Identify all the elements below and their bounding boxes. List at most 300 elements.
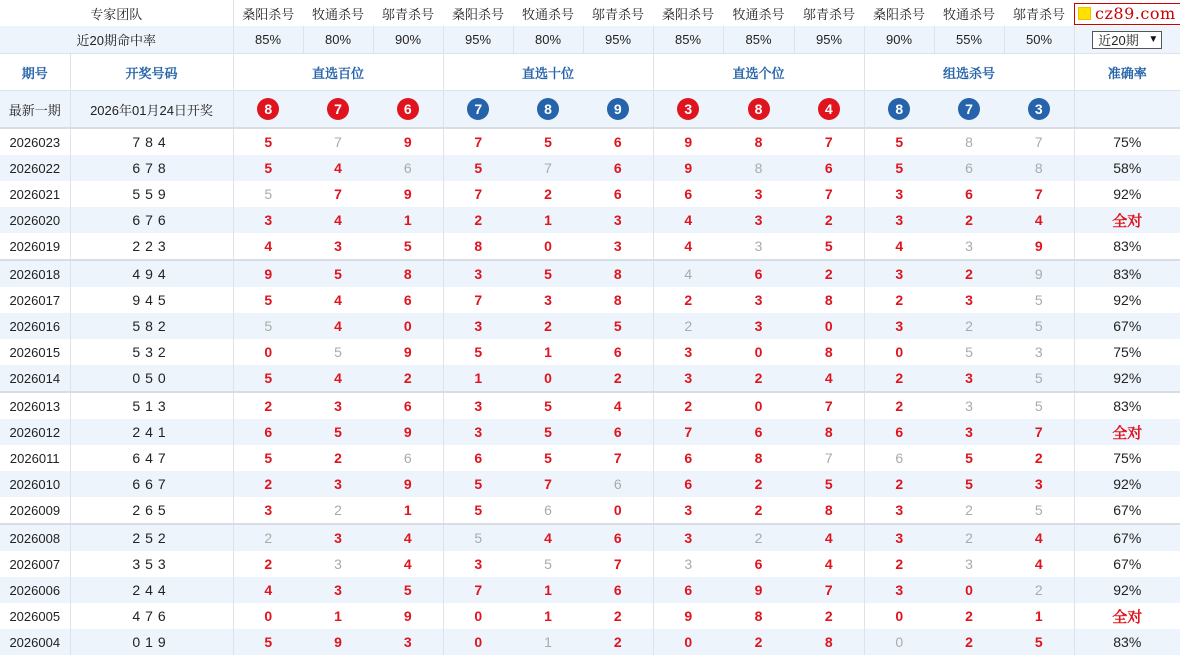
kill-number: 5 (233, 365, 303, 392)
draw-number: 532 (70, 339, 233, 365)
kill-number: 5 (233, 445, 303, 471)
period-number: 2026020 (0, 207, 70, 233)
table-row (0, 207, 1180, 233)
kill-number: 0 (794, 313, 864, 339)
kill-number: 1 (513, 629, 583, 655)
kill-number: 3 (373, 629, 443, 655)
latest-accuracy-empty (1074, 91, 1180, 129)
kill-number: 2 (653, 313, 723, 339)
hit-rate-value: 90% (373, 26, 443, 54)
kill-number: 6 (544, 502, 552, 518)
table-row (0, 392, 1180, 419)
table-row (0, 524, 1180, 551)
kill-number: 3 (233, 497, 303, 524)
draw-number: 582 (70, 313, 233, 339)
kill-number: 6 (653, 577, 723, 603)
kill-number: 3 (1034, 344, 1043, 360)
kill-number: 3 (934, 365, 1004, 392)
kill-number: 5 (864, 155, 934, 181)
kill-number: 9 (233, 260, 303, 287)
prediction-ball: 7 (467, 98, 489, 120)
kill-number: 8 (723, 155, 794, 181)
accuracy-value: 全对 (1074, 419, 1180, 445)
kill-number: 2 (864, 551, 934, 577)
kill-number: 5 (1004, 392, 1074, 419)
kill-number: 5 (443, 497, 513, 524)
hit-rate-value: 55% (934, 26, 1004, 54)
table-row (0, 128, 1180, 155)
kill-number: 2 (723, 629, 794, 655)
kill-number: 2 (513, 313, 583, 339)
kill-number: 2 (583, 629, 653, 655)
expert-name: 牧通杀号 (303, 0, 373, 26)
draw-number: 676 (70, 207, 233, 233)
kill-number: 3 (233, 207, 303, 233)
period-number: 2026022 (0, 155, 70, 181)
accuracy-value: 67% (1074, 524, 1180, 551)
kill-number: 9 (653, 155, 723, 181)
kill-number: 3 (613, 238, 622, 254)
accuracy-value: 67% (1074, 497, 1180, 524)
kill-number: 3 (583, 207, 653, 233)
kill-number: 1 (403, 502, 412, 518)
kill-number: 3 (965, 556, 973, 572)
kill-number: 5 (544, 134, 552, 150)
prediction-ball: 8 (748, 98, 770, 120)
kill-number: 5 (233, 629, 303, 655)
kill-number: 3 (653, 551, 723, 577)
accuracy-value: 58% (1074, 155, 1180, 181)
kill-number: 4 (794, 524, 864, 551)
latest-prediction-row (0, 91, 1180, 129)
table-row (0, 471, 1180, 497)
kill-number: 6 (233, 419, 303, 445)
kill-number: 4 (303, 313, 373, 339)
kill-number: 8 (613, 292, 622, 308)
kill-number: 9 (373, 419, 443, 445)
expert-team-label: 专家团队 (0, 0, 233, 26)
kill-number: 0 (864, 339, 934, 365)
table-row (0, 551, 1180, 577)
hit-rate-value: 95% (443, 26, 513, 54)
kill-number: 8 (754, 450, 763, 466)
kill-number: 5 (864, 128, 934, 155)
period-number: 2026015 (9, 344, 61, 360)
kill-number: 4 (653, 260, 723, 287)
kill-number: 8 (583, 260, 653, 287)
accuracy-value: 全对 (1074, 603, 1180, 629)
kill-number: 0 (544, 238, 552, 254)
kill-number: 6 (864, 419, 934, 445)
period-number: 2026016 (0, 313, 70, 339)
kill-number: 3 (653, 524, 723, 551)
kill-number: 2 (864, 365, 934, 392)
table-row (0, 497, 1180, 524)
kill-number: 3 (653, 339, 723, 365)
kill-number: 5 (334, 344, 342, 360)
kill-number: 3 (965, 292, 973, 308)
kill-number: 5 (544, 450, 552, 466)
kill-number: 5 (443, 524, 513, 551)
kill-number: 8 (824, 502, 833, 518)
kill-number: 3 (544, 292, 552, 308)
table-row (0, 181, 1180, 207)
kill-number: 5 (794, 471, 864, 497)
kill-number: 6 (723, 419, 794, 445)
accuracy-value: 75% (1074, 339, 1180, 365)
accuracy-value: 75% (1074, 128, 1180, 155)
chevron-down-icon: ▼ (1148, 34, 1159, 45)
kill-number: 2 (864, 392, 934, 419)
latest-draw-date: 2026年01月24日开奖 (70, 91, 233, 129)
expert-name: 邬青杀号 (583, 0, 653, 26)
kill-number: 6 (613, 186, 622, 202)
kill-number: 0 (233, 603, 303, 629)
kill-number: 2 (334, 450, 342, 466)
prediction-ball: 3 (1028, 98, 1050, 120)
kill-number: 1 (544, 608, 552, 624)
accuracy-value: 83% (1074, 629, 1180, 655)
period-range-cell (1074, 26, 1180, 54)
kill-number: 3 (303, 524, 373, 551)
kill-number: 3 (864, 181, 934, 207)
kill-number: 2 (864, 287, 934, 313)
kill-number: 4 (653, 233, 723, 260)
col-accuracy: 准确率 (1074, 54, 1180, 91)
kill-number: 8 (965, 134, 973, 150)
latest-label: 最新一期 (0, 91, 70, 129)
kill-number: 3 (723, 313, 794, 339)
draw-number: 513 (70, 392, 233, 419)
draw-number: 494 (70, 260, 233, 287)
cz89-logo[interactable] (1074, 3, 1180, 25)
period-number: 2026019 (9, 238, 61, 254)
kill-number: 4 (233, 233, 303, 260)
kill-number: 6 (373, 155, 443, 181)
expert-name-row (0, 0, 1180, 26)
kill-number: 4 (1034, 556, 1043, 572)
kill-number: 5 (233, 128, 303, 155)
draw-number: 647 (70, 445, 233, 471)
period-number: 2026005 (9, 608, 61, 624)
col-group-hundreds: 直选百位 (233, 54, 443, 91)
draw-number: 050 (70, 365, 233, 392)
column-header-row (0, 54, 1180, 91)
kill-number: 5 (1004, 313, 1074, 339)
kill-number: 6 (403, 450, 412, 466)
kill-number: 2 (653, 392, 723, 419)
prediction-ball: 7 (958, 98, 980, 120)
kill-number: 1 (1034, 608, 1043, 624)
period-number: 2026017 (9, 292, 61, 308)
kill-number: 6 (443, 445, 513, 471)
kill-number: 9 (653, 128, 723, 155)
accuracy-value: 83% (1074, 233, 1180, 260)
col-draw: 开奖号码 (70, 54, 233, 91)
accuracy-value: 92% (1074, 577, 1180, 603)
kill-number: 7 (794, 577, 864, 603)
expert-name: 邬青杀号 (794, 0, 864, 26)
hit-rate-value: 85% (233, 26, 303, 54)
prediction-ball-cell (513, 91, 583, 129)
kill-number: 5 (233, 155, 303, 181)
kill-number: 5 (233, 313, 303, 339)
kill-number: 9 (1004, 260, 1074, 287)
period-number: 2026023 (9, 134, 61, 150)
kill-number: 2 (613, 608, 622, 624)
kill-number: 7 (1004, 419, 1074, 445)
col-group-combo: 组选杀号 (864, 54, 1074, 91)
kill-number: 3 (443, 313, 513, 339)
kill-number: 6 (613, 134, 622, 150)
kill-number: 4 (1004, 524, 1074, 551)
kill-number: 7 (334, 134, 342, 150)
kill-number: 5 (513, 419, 583, 445)
kill-number: 2 (934, 207, 1004, 233)
accuracy-value: 92% (1074, 471, 1180, 497)
kill-number: 5 (965, 450, 973, 466)
kill-number: 4 (824, 556, 833, 572)
expert-name: 邬青杀号 (373, 0, 443, 26)
kill-number: 4 (403, 556, 412, 572)
period-range-select[interactable] (1092, 31, 1162, 49)
site-logo[interactable] (1074, 0, 1180, 26)
kill-number: 3 (754, 238, 763, 254)
kill-number: 2 (653, 287, 723, 313)
kill-number: 3 (864, 497, 934, 524)
kill-number: 2 (544, 186, 552, 202)
kill-number: 2 (443, 207, 513, 233)
kill-number: 3 (934, 392, 1004, 419)
kill-number: 6 (373, 392, 443, 419)
kill-number: 2 (934, 524, 1004, 551)
hit-rate-value: 95% (583, 26, 653, 54)
kill-number: 2 (754, 502, 763, 518)
kill-number: 5 (1004, 629, 1074, 655)
kill-number: 5 (965, 344, 973, 360)
kill-number: 6 (754, 556, 763, 572)
accuracy-value: 75% (1074, 445, 1180, 471)
kill-number: 2 (583, 365, 653, 392)
prediction-ball-cell (1004, 91, 1074, 129)
kill-number: 3 (864, 577, 934, 603)
table-row (0, 603, 1180, 629)
kill-number: 5 (303, 260, 373, 287)
kill-number: 7 (824, 186, 833, 202)
kill-number: 2 (934, 313, 1004, 339)
kill-number: 2 (723, 365, 794, 392)
kill-number: 5 (1034, 292, 1043, 308)
expert-name: 桑阳杀号 (864, 0, 934, 26)
kill-number: 5 (233, 287, 303, 313)
kill-number: 8 (754, 134, 763, 150)
period-number: 2026011 (9, 450, 60, 466)
kill-number: 9 (403, 344, 412, 360)
kill-number: 2 (233, 551, 303, 577)
kill-number: 1 (443, 365, 513, 392)
kill-number: 7 (824, 134, 833, 150)
kill-number: 5 (443, 155, 513, 181)
kill-number: 0 (653, 629, 723, 655)
table-row (0, 629, 1180, 655)
kill-number: 7 (513, 155, 583, 181)
kill-number: 8 (824, 344, 833, 360)
kill-number: 3 (1004, 471, 1074, 497)
expert-name: 邬青杀号 (1004, 0, 1074, 26)
kill-number: 7 (443, 577, 513, 603)
prediction-ball-cell (583, 91, 653, 129)
kill-number: 6 (583, 419, 653, 445)
kill-number: 5 (513, 260, 583, 287)
kill-number: 6 (653, 445, 723, 471)
kill-number: 7 (334, 186, 342, 202)
table-row (0, 445, 1180, 471)
period-number: 2026007 (9, 556, 61, 572)
kill-number: 4 (233, 577, 303, 603)
draw-number: 784 (70, 128, 233, 155)
kill-number: 8 (754, 608, 763, 624)
kill-number: 3 (934, 419, 1004, 445)
kill-number: 6 (794, 155, 864, 181)
prediction-ball: 3 (677, 98, 699, 120)
draw-number: 559 (70, 181, 233, 207)
kill-number: 4 (583, 392, 653, 419)
table-row (0, 577, 1180, 603)
draw-number: 476 (70, 603, 233, 629)
kill-number: 5 (373, 577, 443, 603)
hit-rate-value: 80% (303, 26, 373, 54)
kill-number: 2 (1034, 450, 1043, 466)
kill-number: 2 (934, 629, 1004, 655)
kill-number: 5 (934, 471, 1004, 497)
kill-number: 7 (443, 287, 513, 313)
kill-number: 2 (723, 471, 794, 497)
accuracy-value: 67% (1074, 551, 1180, 577)
prediction-ball-cell (794, 91, 864, 129)
kill-number: 5 (443, 471, 513, 497)
period-number: 2026008 (0, 524, 70, 551)
kill-number: 5 (403, 238, 412, 254)
draw-number: 244 (70, 577, 233, 603)
kill-number: 5 (513, 392, 583, 419)
kill-number: 2 (794, 207, 864, 233)
kill-number: 1 (513, 577, 583, 603)
hit-rate-value: 85% (653, 26, 723, 54)
kill-number: 5 (824, 238, 833, 254)
table-row (0, 339, 1180, 365)
kill-number: 4 (303, 207, 373, 233)
logo-square-icon (1078, 7, 1091, 20)
kill-number: 8 (824, 292, 833, 308)
kill-number: 3 (303, 392, 373, 419)
table-row (0, 155, 1180, 181)
kill-number: 3 (334, 238, 342, 254)
kill-number: 8 (794, 629, 864, 655)
period-number: 2026004 (0, 629, 70, 655)
kill-number: 3 (965, 238, 973, 254)
kill-number: 4 (653, 207, 723, 233)
col-group-units: 直选个位 (653, 54, 864, 91)
kill-number: 2 (965, 502, 973, 518)
kill-number: 1 (373, 207, 443, 233)
kill-number: 0 (233, 339, 303, 365)
period-number: 2026009 (9, 502, 61, 518)
accuracy-value: 92% (1074, 181, 1180, 207)
col-group-tens: 直选十位 (443, 54, 653, 91)
kill-number: 5 (583, 313, 653, 339)
kill-number: 0 (443, 629, 513, 655)
kill-number: 3 (653, 497, 723, 524)
kill-number: 8 (443, 233, 513, 260)
kill-number: 2 (1004, 577, 1074, 603)
kill-number: 1 (544, 344, 552, 360)
kill-number: 0 (513, 365, 583, 392)
expert-name: 桑阳杀号 (443, 0, 513, 26)
hit-rate-row (0, 26, 1180, 54)
kill-number: 6 (403, 292, 412, 308)
kill-number: 3 (864, 207, 934, 233)
table-row (0, 233, 1180, 260)
prediction-ball-cell (373, 91, 443, 129)
accuracy-value: 92% (1074, 287, 1180, 313)
hit-rate-value: 80% (513, 26, 583, 54)
kill-number: 9 (403, 134, 412, 150)
expert-name: 桑阳杀号 (653, 0, 723, 26)
kill-number: 7 (1034, 186, 1043, 202)
draw-number: 223 (70, 233, 233, 260)
col-period: 期号 (0, 54, 70, 91)
kill-number: 3 (443, 260, 513, 287)
kill-number: 4 (303, 365, 373, 392)
kill-number: 3 (864, 313, 934, 339)
kill-number: 5 (1034, 502, 1043, 518)
period-number: 2026012 (0, 419, 70, 445)
accuracy-value: 67% (1074, 313, 1180, 339)
kill-number: 7 (653, 419, 723, 445)
kill-number: 3 (754, 186, 763, 202)
kill-number: 2 (824, 608, 833, 624)
kill-number: 5 (1004, 365, 1074, 392)
kill-number: 0 (934, 577, 1004, 603)
period-number: 2026021 (9, 186, 61, 202)
prediction-ball: 9 (607, 98, 629, 120)
kill-number: 4 (1004, 207, 1074, 233)
kill-number: 6 (583, 471, 653, 497)
kill-number: 2 (334, 502, 342, 518)
expert-name: 桑阳杀号 (233, 0, 303, 26)
kill-number: 0 (373, 313, 443, 339)
kill-number: 0 (443, 603, 513, 629)
kill-number: 6 (864, 445, 934, 471)
kill-number: 6 (653, 471, 723, 497)
prediction-ball-cell (723, 91, 794, 129)
accuracy-value: 83% (1074, 260, 1180, 287)
kill-number: 9 (403, 186, 412, 202)
kill-number: 8 (1004, 155, 1074, 181)
kill-number: 1 (334, 608, 342, 624)
kill-number: 3 (723, 207, 794, 233)
table-row (0, 260, 1180, 287)
kill-number: 6 (583, 524, 653, 551)
kill-number: 6 (934, 155, 1004, 181)
kill-number: 3 (443, 419, 513, 445)
draw-number: 353 (70, 551, 233, 577)
kill-number: 2 (233, 524, 303, 551)
kill-number: 6 (965, 186, 973, 202)
table-row (0, 365, 1180, 392)
kill-number: 7 (613, 450, 622, 466)
logo-text: cz89.com (1095, 4, 1176, 23)
